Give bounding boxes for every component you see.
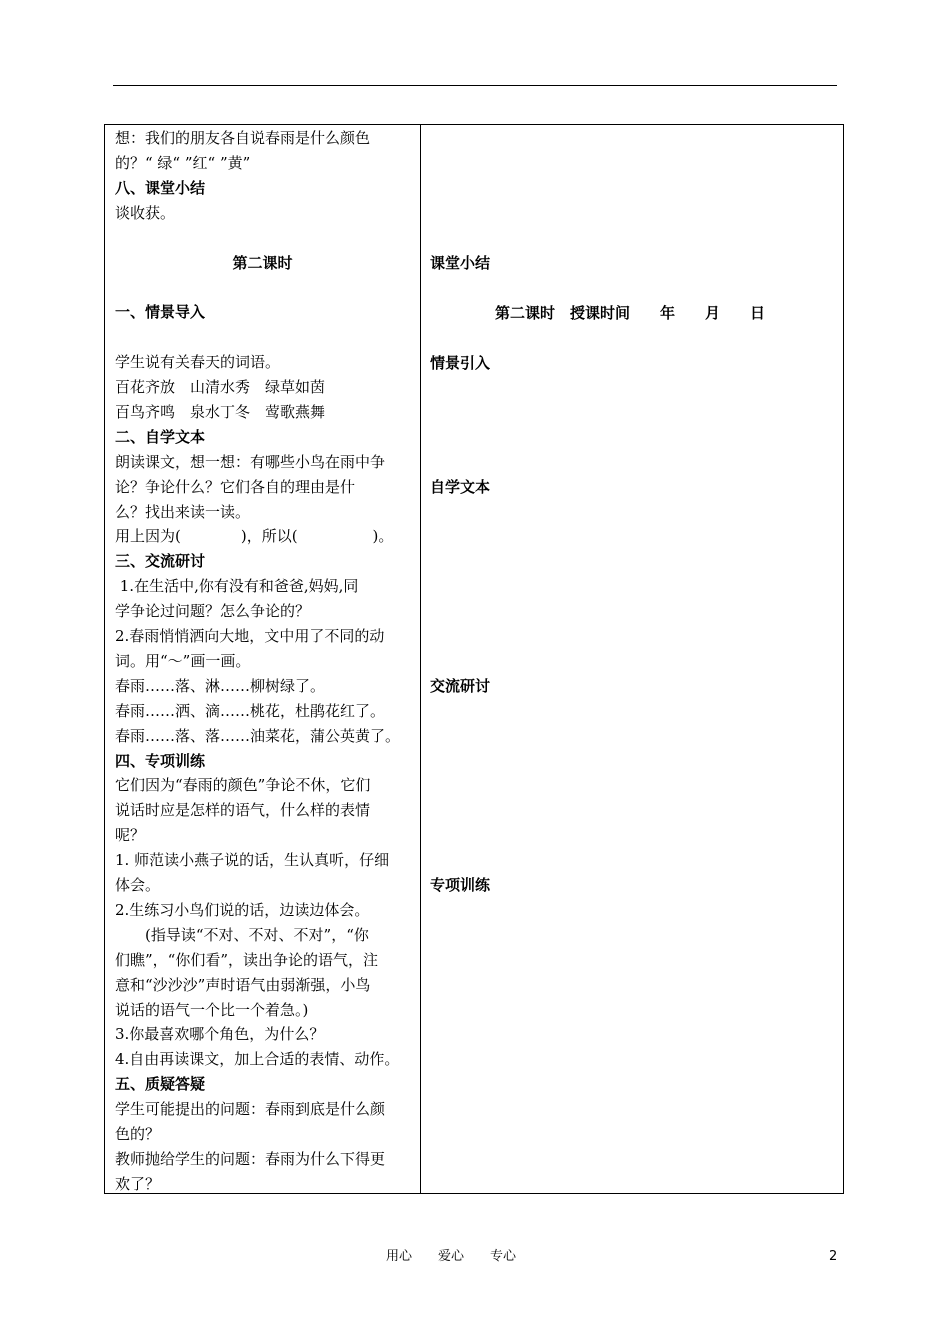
content-line: 1.在生活中,你有没有和爸爸,妈妈,同 (115, 577, 359, 596)
content-line: 学生可能提出的问题：春雨到底是什么颜 (115, 1100, 386, 1119)
right-label-discussion: 交流研讨 (430, 677, 491, 695)
content-line: 春雨……落、淋……柳树绿了。 (115, 676, 326, 695)
footer-motto: 用心 爱心 专心 (386, 1249, 517, 1264)
content-line: 春雨……落、落……油菜花，蒲公英黄了。 (115, 726, 401, 745)
content-line: 朗读课文，想一想：有哪些小鸟在雨中争 (115, 452, 386, 471)
lesson-plan-table (104, 124, 844, 1194)
content-line: 3.你最喜欢哪个角色，为什么？ (115, 1025, 325, 1044)
content-line: 4.自由再读课文，加上合适的表情、动作。 (115, 1050, 400, 1069)
content-line: 色的？ (115, 1125, 161, 1143)
section-heading: 八、课堂小结 (115, 178, 206, 197)
page-number: 2 (829, 1249, 838, 1264)
content-line: 1. 师范读小燕子说的话，生认真听，仔细 (115, 851, 390, 870)
section-heading: 第二课时 (232, 253, 293, 272)
section-heading: 四、专项训练 (115, 751, 206, 770)
content-line: 意和“沙沙沙”声时语气由弱渐强，小鸟 (115, 975, 371, 994)
content-line: 百鸟齐鸣 泉水丁冬 莺歌燕舞 (115, 402, 326, 421)
section-heading: 二、自学文本 (115, 427, 206, 446)
content-line: 2.春雨悄悄洒向大地，文中用了不同的动 (115, 627, 385, 645)
content-line: 呢？ (115, 826, 146, 845)
content-line: 谈收获。 (115, 203, 176, 222)
content-line: 说话的语气一个比一个着急。) (115, 1000, 309, 1019)
content-line: 想：我们的朋友各自说春雨是什么颜色 (115, 129, 371, 147)
content-line: 的？“ 绿“ ”红“ ”黄” (115, 153, 251, 172)
content-line: 学生说有关春天的词语。 (115, 353, 281, 372)
right-label-self-study: 自学文本 (430, 478, 491, 496)
content-line: 学争论过问题？怎么争论的？ (115, 602, 311, 621)
right-label-intro: 情景引入 (430, 354, 491, 372)
content-line: 么？找出来读一读。 (115, 502, 251, 521)
content-line: 体会。 (115, 876, 161, 894)
content-line: (指导读“不对、不对、不对”，“你 (115, 925, 369, 944)
section-heading: 一、情景导入 (115, 303, 206, 322)
column-divider (420, 125, 421, 1193)
content-line: 说话时应是怎样的语气，什么样的表情 (115, 801, 371, 820)
right-label-training: 专项训练 (430, 876, 491, 894)
right-label-summary: 课堂小结 (430, 254, 491, 272)
content-line: 教师抛给学生的问题：春雨为什么下得更 (115, 1149, 386, 1168)
content-line: 用上因为( )，所以( )。 (115, 527, 394, 546)
content-line: 欢了？ (115, 1174, 161, 1193)
header-rule (113, 85, 837, 86)
section-heading: 三、交流研讨 (115, 552, 206, 571)
content-line: 词。用“～”画一画。 (115, 651, 251, 670)
content-line: 它们因为“春雨的颜色”争论不休，它们 (115, 776, 371, 795)
content-line: 们瞧”，“你们看”，读出争论的语气，注 (115, 950, 379, 969)
content-line: 论？争论什么？它们各自的理由是什 (115, 477, 356, 496)
content-line: 百花齐放 山清水秀 绿草如茵 (115, 378, 326, 396)
content-line: 春雨……洒、滴……桃花，杜鹃花红了。 (115, 701, 386, 720)
section-heading: 五、质疑答疑 (115, 1075, 206, 1094)
content-line: 2.生练习小鸟们说的话，边读边体会。 (115, 900, 370, 919)
right-lesson-header: 第二课时 授课时间 年 月 日 (495, 304, 766, 322)
